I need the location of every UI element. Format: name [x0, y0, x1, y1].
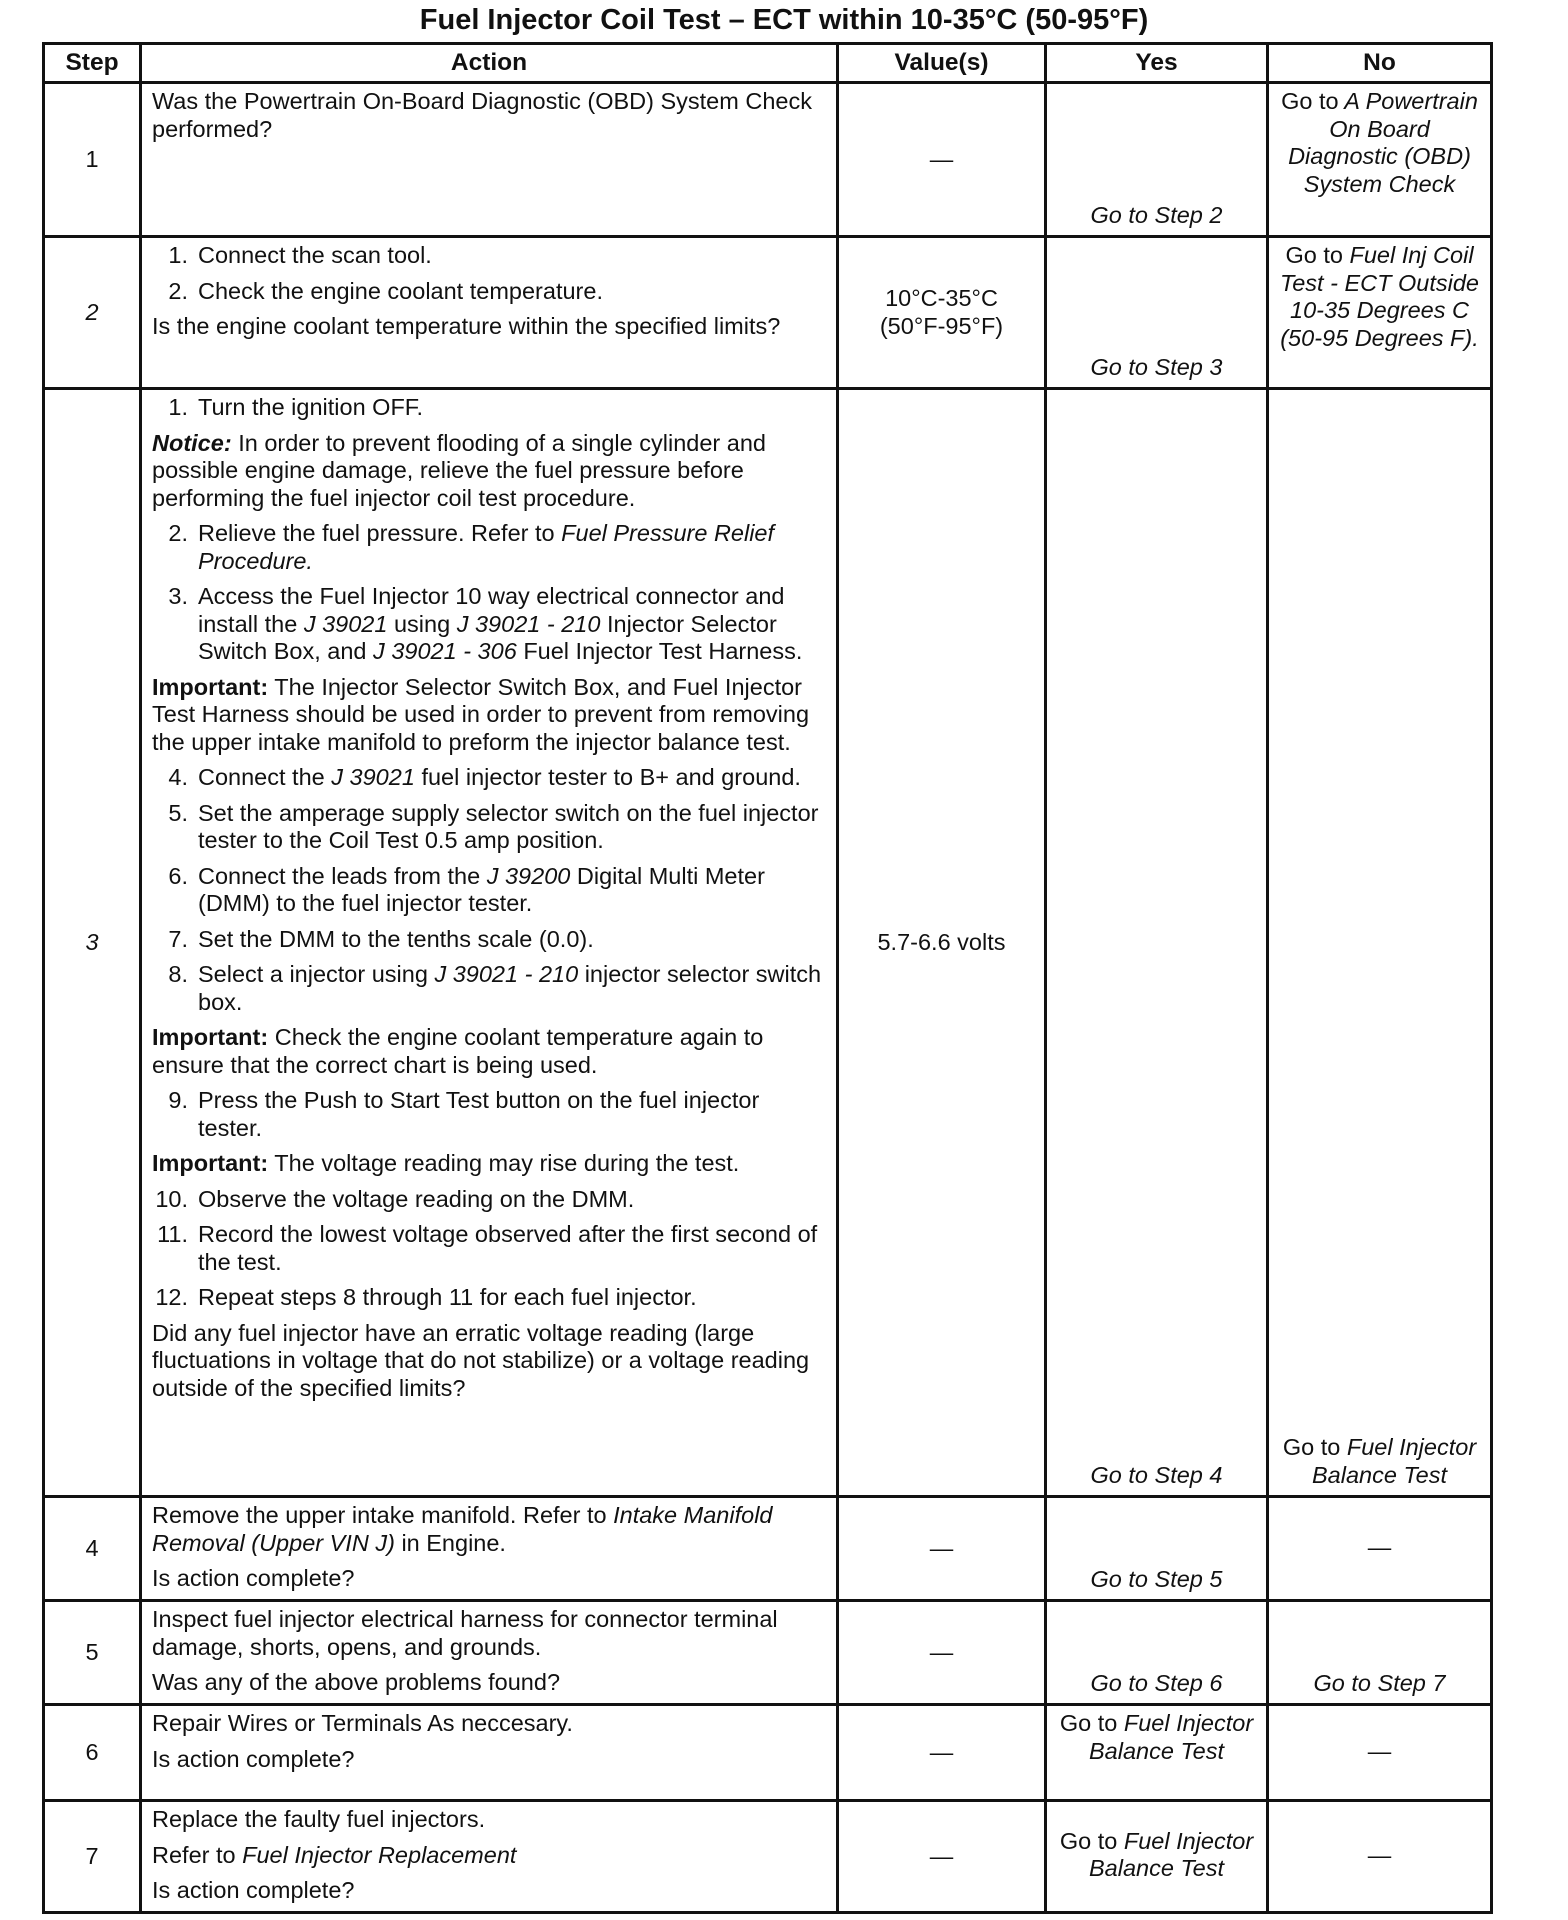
action-question: Is the engine coolant temperature within the specified limits?: [152, 313, 781, 339]
no-link[interactable]: Fuel Inj Coil Test - ECT Outside 10-35 Degrees C (50-95 Degrees F).: [1280, 242, 1479, 351]
list-item: 2. Relieve the fuel pressure. Refer to Fuel Pressure Relief Procedure.: [168, 520, 775, 574]
list-item: 10. Observe the voltage reading on the DMM.: [155, 1185, 635, 1212]
action-text: Replace the faulty fuel injectors.: [152, 1806, 486, 1832]
table-row: [44, 237, 1492, 389]
yes-cell[interactable]: [1046, 1801, 1268, 1913]
yes-link[interactable]: Go to Step 6: [1090, 1669, 1223, 1696]
header-step: Step: [44, 44, 141, 83]
list-item: 6. Connect the leads from the J 39200 Digital Multi Meter (DMM) to the fuel injector tester.: [168, 862, 765, 916]
tool-number: J 39021: [303, 610, 388, 637]
action-cell: [141, 1601, 838, 1705]
important-paragraph: Important: The voltage reading may rise during the test.: [152, 1150, 740, 1176]
header-no: No: [1268, 44, 1492, 83]
action-text: Inspect fuel injector electrical harness for connector terminal damage, shorts, opens, and grounds.: [152, 1606, 778, 1660]
list-item: 5. Set the amperage supply selector switch on the fuel injector tester to the Coil Test 0.5 amp position.: [168, 799, 819, 853]
value-cell: —: [838, 83, 1046, 237]
step-number: 5: [44, 1601, 141, 1705]
value-cell: 5.7-6.6 volts: [838, 389, 1046, 1497]
list-item: 2. Check the engine coolant temperature.: [168, 277, 603, 304]
action-cell: [141, 1497, 838, 1601]
table-row: [44, 1601, 1492, 1705]
no-cell[interactable]: [1268, 389, 1492, 1497]
table-row: [44, 1705, 1492, 1801]
list-item: 4. Connect the J 39021 fuel injector tester to B+ and ground.: [168, 764, 801, 790]
header-values: Value(s): [838, 44, 1046, 83]
table-row: [44, 83, 1492, 237]
no-cell: —: [1268, 1705, 1492, 1801]
action-question: Was any of the above problems found?: [152, 1669, 561, 1695]
diagnostic-table: [42, 42, 1493, 1914]
step-number: 1: [44, 83, 141, 237]
yes-link[interactable]: Go to Step 3: [1090, 353, 1223, 380]
list-item: 1. Turn the ignition OFF.: [168, 394, 424, 420]
list-item: 1. Connect the scan tool.: [168, 242, 432, 268]
yes-cell[interactable]: [1046, 1705, 1268, 1801]
yes-link[interactable]: Go to Step 5: [1090, 1565, 1223, 1592]
yes-cell[interactable]: [1046, 389, 1268, 1497]
table-row: [44, 1801, 1492, 1913]
yes-link[interactable]: Go to Step 2: [1090, 201, 1223, 228]
no-cell: —: [1268, 1497, 1492, 1601]
action-question: Is action complete?: [152, 1877, 355, 1903]
tool-number: J 39021 - 306: [373, 638, 517, 664]
go-to-label: Go to: [1059, 1827, 1118, 1854]
yes-cell[interactable]: [1046, 83, 1268, 237]
step-number: 4: [44, 1497, 141, 1601]
step-number: 7: [44, 1801, 141, 1913]
action-text: Remove the upper intake manifold. Refer to Intake Manifold Removal (Upper VIN J) in Engine.: [152, 1502, 773, 1556]
table-row: [44, 1497, 1492, 1601]
action-cell: [141, 237, 838, 389]
tool-number: J 39200: [486, 862, 571, 889]
list-item: 11. Record the lowest voltage observed after the first second of the test.: [157, 1221, 818, 1275]
list-item: 9. Press the Push to Start Test button on the fuel injector tester.: [168, 1087, 760, 1141]
no-cell[interactable]: [1268, 1601, 1492, 1705]
reference-link[interactable]: Intake Manifold Removal (Upper VIN J): [152, 1502, 773, 1556]
step-number: 3: [44, 389, 141, 1497]
go-to-label: Go to: [1059, 1710, 1118, 1736]
action-cell: [141, 1801, 838, 1913]
important-paragraph: Important: The Injector Selector Switch Box, and Fuel Injector Test Harness should be used in order to prevent from removing the upper intake manifold to preform the injector balance test.: [152, 673, 810, 755]
yes-link[interactable]: Fuel Injector Balance Test: [1089, 1710, 1254, 1764]
action-cell: [141, 389, 838, 1497]
table-header-row: [44, 44, 1492, 83]
value-cell: —: [838, 1497, 1046, 1601]
value-cell: —: [838, 1601, 1046, 1705]
value-line: 10°C-35°C: [885, 285, 998, 311]
yes-cell[interactable]: [1046, 1497, 1268, 1601]
action-cell: [141, 1705, 838, 1801]
list-item: 7. Set the DMM to the tenths scale (0.0).: [168, 925, 594, 952]
tool-number: J 39021 - 210: [434, 961, 579, 987]
value-line: (50°F-95°F): [879, 312, 1004, 339]
action-question: Did any fuel injector have an erratic voltage reading (large fluctuations in voltage that do not stabilize) or a voltage reading outside of the specified limits?: [152, 1319, 810, 1401]
header-yes: Yes: [1046, 44, 1268, 83]
tool-number: J 39021 - 210: [456, 610, 601, 637]
step-number: 2: [44, 237, 141, 389]
important-paragraph: Important: Check the engine coolant temperature again to ensure that the correct chart is being used.: [152, 1024, 764, 1078]
reference-link[interactable]: Fuel Injector Replacement: [242, 1841, 517, 1868]
action-text: Repair Wires or Terminals As neccesary.: [152, 1710, 573, 1736]
yes-cell[interactable]: [1046, 237, 1268, 389]
no-cell[interactable]: [1268, 83, 1492, 237]
list-item: 8. Select a injector using J 39021 - 210 injector selector switch box.: [168, 961, 822, 1015]
table-row: [44, 389, 1492, 1497]
action-question: Is action complete?: [152, 1745, 355, 1772]
tool-number: J 39021: [331, 764, 415, 790]
no-link[interactable]: Go to Step 7: [1313, 1669, 1446, 1696]
go-to-label: Go to: [1285, 242, 1343, 268]
go-to-label: Go to: [1281, 88, 1339, 114]
list-item: 3. Access the Fuel Injector 10 way electrical connector and install the J 39021 using J 39021 - 210 Injector Selector Switch Box, and J 39021 - 306 Fuel Injector Test Harness.: [168, 583, 803, 664]
no-cell: —: [1268, 1801, 1492, 1913]
no-link[interactable]: Fuel Injector Balance Test: [1312, 1434, 1477, 1488]
value-cell: [838, 237, 1046, 389]
page-title: Fuel Injector Coil Test – ECT within 10-35°C (50-95°F): [419, 4, 1149, 36]
no-link[interactable]: A Powertrain On Board Diagnostic (OBD) System Check: [1288, 88, 1478, 197]
yes-link[interactable]: Go to Step 4: [1090, 1461, 1223, 1488]
reference-link[interactable]: Fuel Pressure Relief Procedure.: [198, 520, 775, 574]
go-to-label: Go to: [1282, 1434, 1341, 1460]
value-cell: —: [838, 1705, 1046, 1801]
action-cell: [141, 83, 838, 237]
list-item: 12. Repeat steps 8 through 11 for each fuel injector.: [155, 1284, 697, 1310]
yes-link[interactable]: Fuel Injector Balance Test: [1089, 1827, 1254, 1882]
yes-cell[interactable]: [1046, 1601, 1268, 1705]
action-question: Is action complete?: [152, 1565, 355, 1591]
step-number: 6: [44, 1705, 141, 1801]
header-action: Action: [141, 44, 838, 83]
value-cell: —: [838, 1801, 1046, 1913]
action-question: Was the Powertrain On-Board Diagnostic (OBD) System Check performed?: [152, 88, 812, 142]
no-cell[interactable]: [1268, 237, 1492, 389]
action-reference: Refer to Fuel Injector Replacement: [152, 1841, 517, 1868]
notice-paragraph: Notice: In order to prevent flooding of a single cylinder and possible engine damage, relieve the fuel pressure before performing the fuel injector coil test procedure.: [152, 429, 766, 511]
